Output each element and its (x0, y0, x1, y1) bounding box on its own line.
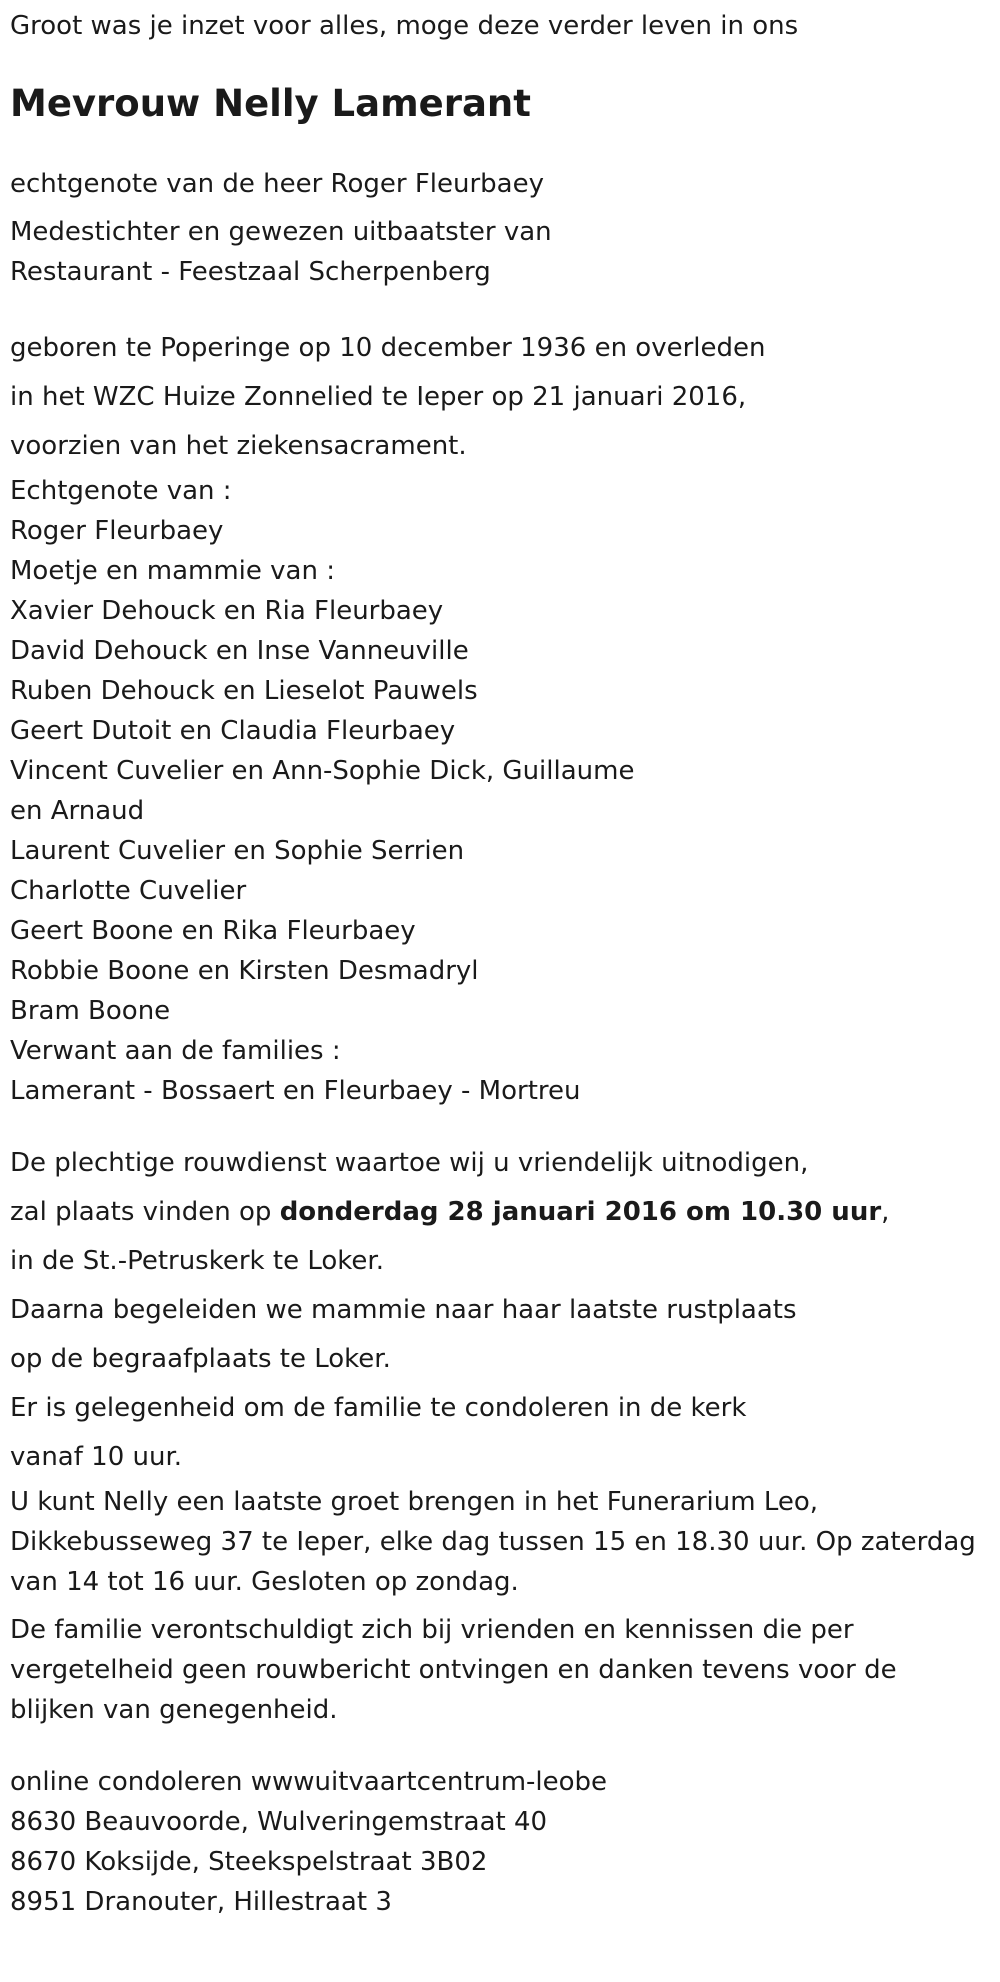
service-line-3: in de St.-Petruskerk te Loker. (10, 1246, 384, 1276)
death-line: in het WZC Huize Zonnelied te Ieper op 21 januari 2016, (10, 382, 747, 412)
service-section (10, 1139, 990, 1482)
birth-death-section (10, 324, 990, 471)
role-line-2: Restaurant - Feestzaal Scherpenberg (10, 257, 491, 287)
family-line: Echtgenote van : (10, 476, 232, 506)
motto: Groot was je inzet voor alles, moge deze verder leven in ons (10, 11, 799, 41)
address-line-2: 8670 Koksijde, Steekspelstraat 3B02 (10, 1847, 488, 1877)
birth-line: geboren te Poperinge op 10 december 1936 en overleden (10, 333, 766, 363)
family-line: Charlotte Cuvelier (10, 876, 247, 906)
family-line: Bram Boone (10, 996, 171, 1026)
visit-line-1: U kunt Nelly een laatste groet brengen in het Funerarium Leo, (10, 1487, 819, 1517)
family-line: Robbie Boone en Kirsten Desmadryl (10, 956, 479, 986)
intro-section (10, 164, 990, 292)
family-line: en Arnaud (10, 796, 145, 826)
service-line-2 (10, 1188, 990, 1237)
visit-line-3: van 14 tot 16 uur. Gesloten op zondag. (10, 1567, 519, 1597)
apology-line-1: De familie verontschuldigt zich bij vrienden en kennissen die per (10, 1615, 854, 1645)
family-line: Roger Fleurbaey (10, 516, 224, 546)
role-line-1: Medestichter en gewezen uitbaatster van (10, 217, 552, 247)
service-date: donderdag 28 januari 2016 om 10.30 uur (279, 1197, 882, 1227)
visit-section (10, 1482, 990, 1602)
family-line: David Dehouck en Inse Vanneuville (10, 636, 469, 666)
service-date-prefix: zal plaats vinden op (10, 1197, 280, 1227)
family-line: Verwant aan de families : (10, 1036, 341, 1066)
spouse-line: echtgenote van de heer Roger Fleurbaey (10, 169, 544, 199)
contact-section (10, 1762, 990, 1922)
death-notice (10, 0, 990, 1922)
family-line: Laurent Cuvelier en Sophie Serrien (10, 836, 465, 866)
service-line-4: Daarna begeleiden we mammie naar haar laatste rustplaats (10, 1295, 797, 1325)
family-line: Moetje en mammie van : (10, 556, 335, 586)
family-line: Vincent Cuvelier en Ann-Sophie Dick, Guillaume (10, 756, 635, 786)
address-line-3: 8951 Dranouter, Hillestraat 3 (10, 1887, 392, 1917)
visit-line-2: Dikkebusseweg 37 te Ieper, elke dag tussen 15 en 18.30 uur. Op zaterdag (10, 1527, 976, 1557)
family-line: Geert Boone en Rika Fleurbaey (10, 916, 416, 946)
deceased-name: Mevrouw Nelly Lamerant (10, 82, 531, 125)
service-date-suffix: , (881, 1197, 890, 1227)
family-list (10, 471, 990, 1111)
apology-line-3: blijken van genegenheid. (10, 1695, 338, 1725)
family-line: Ruben Dehouck en Lieselot Pauwels (10, 676, 478, 706)
service-line-1: De plechtige rouwdienst waartoe wij u vriendelijk uitnodigen, (10, 1148, 809, 1178)
service-line-5: op de begraafplaats te Loker. (10, 1344, 391, 1374)
apology-line-2: vergetelheid geen rouwbericht ontvingen en danken tevens voor de (10, 1655, 897, 1685)
family-line: Lamerant - Bossaert en Fleurbaey - Mortreu (10, 1076, 581, 1106)
service-line-6: Er is gelegenheid om de familie te condoleren in de kerk (10, 1393, 747, 1423)
service-line-7: vanaf 10 uur. (10, 1442, 183, 1472)
family-line: Xavier Dehouck en Ria Fleurbaey (10, 596, 444, 626)
sacrament-line: voorzien van het ziekensacrament. (10, 431, 467, 461)
online-condolences: online condoleren wwwuitvaartcentrum-leobe (10, 1767, 608, 1797)
family-line: Geert Dutoit en Claudia Fleurbaey (10, 716, 456, 746)
apology-section (10, 1610, 990, 1730)
address-line-1: 8630 Beauvoorde, Wulveringemstraat 40 (10, 1807, 548, 1837)
